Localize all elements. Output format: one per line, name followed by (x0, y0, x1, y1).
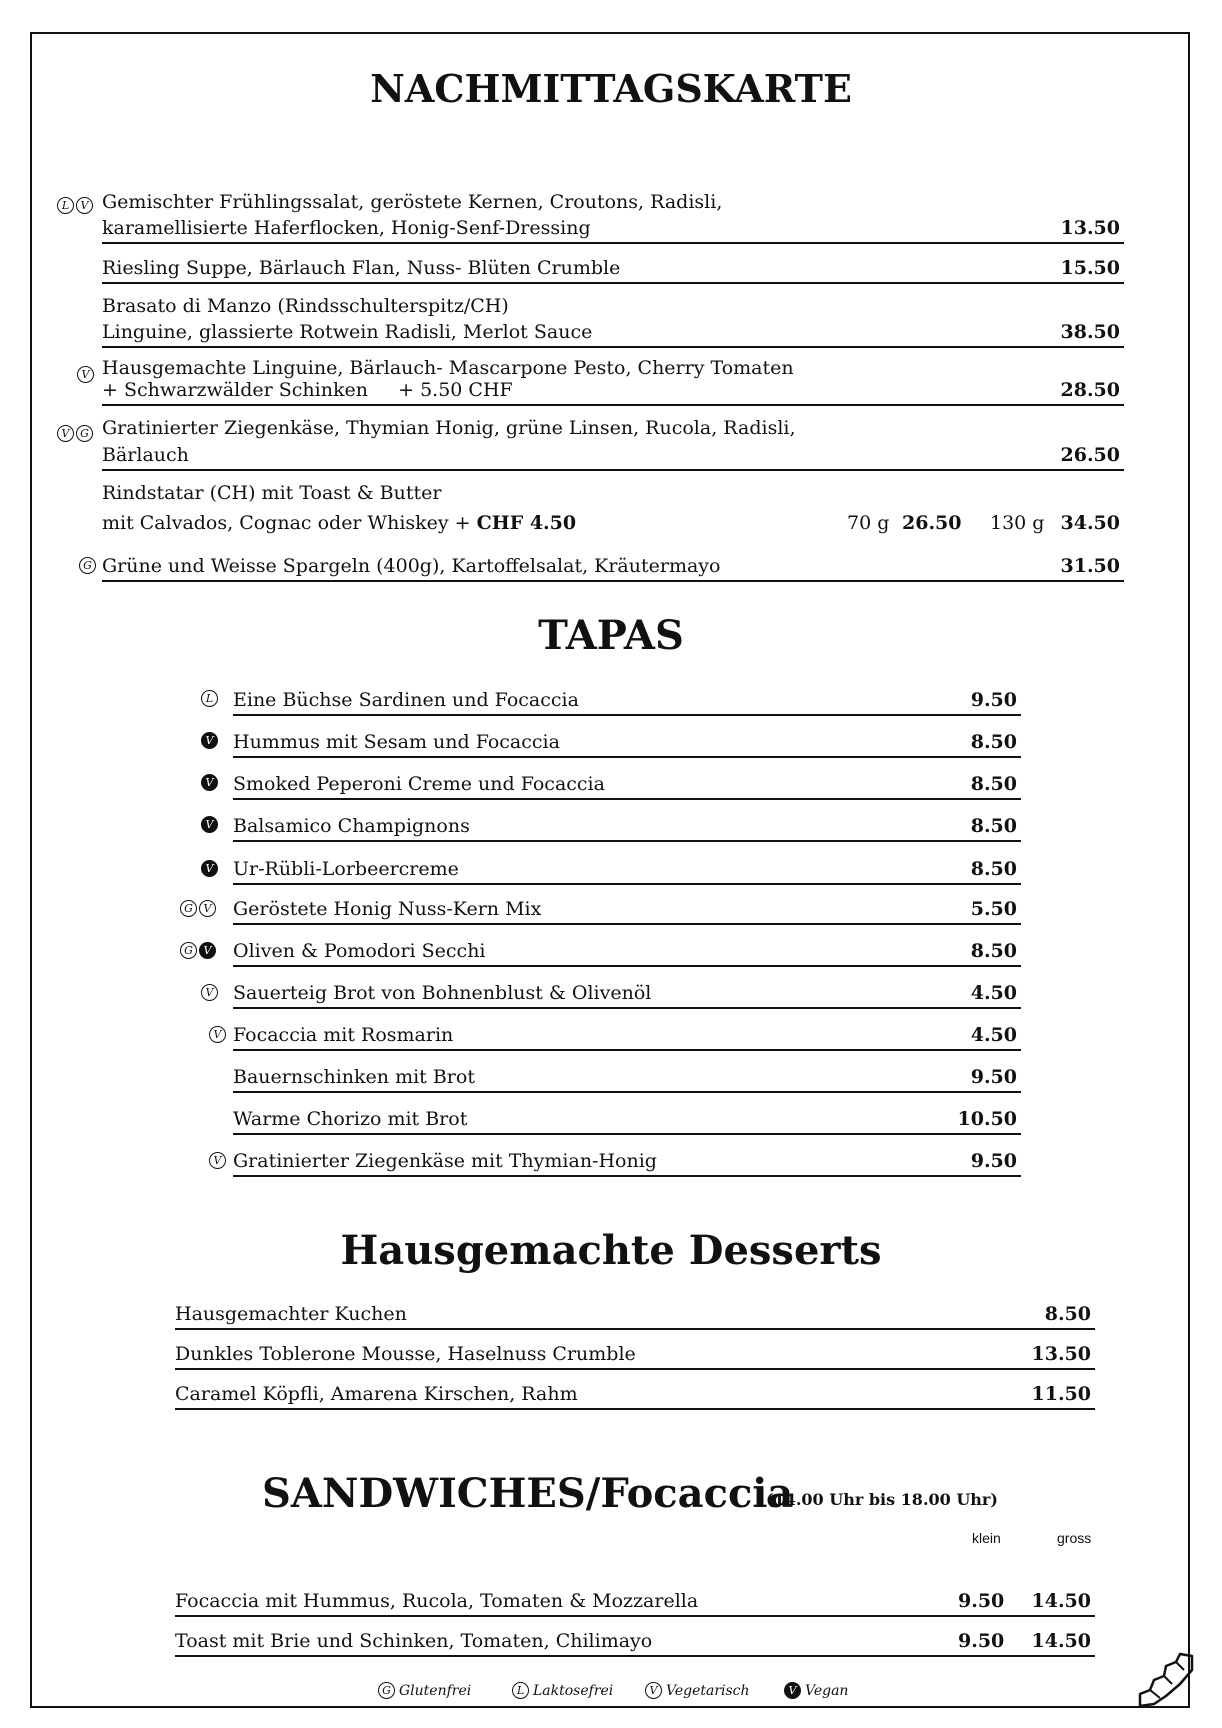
item-price: 4.50 (970, 982, 1017, 1004)
item-price: 28.50 (1060, 379, 1120, 401)
gluten-free-icon: G (180, 900, 197, 917)
item-label: Smoked Peperoni Creme und Focaccia (233, 773, 605, 795)
gluten-free-icon: G (378, 1682, 395, 1699)
tapas-item (233, 979, 1021, 1009)
item-label: Focaccia mit Hummus, Rucola, Tomaten & Mozzarella (175, 1590, 699, 1612)
dessert-item (175, 1300, 1095, 1330)
price-large: 14.50 (1031, 1590, 1091, 1612)
item-label: Hausgemachter Kuchen (175, 1303, 407, 1325)
item-line-1: Brasato di Manzo (Rindsschulterspitz/CH) (102, 295, 509, 317)
item-price: 8.50 (970, 940, 1017, 962)
diet-badges (201, 816, 218, 833)
sandwiches-title: SANDWICHES/Focaccia (262, 1470, 794, 1517)
diet-badges (57, 425, 93, 442)
tapas-item (233, 895, 1021, 925)
item-price: 8.50 (970, 858, 1017, 880)
diet-badges (79, 557, 96, 574)
item-label: Caramel Köpfli, Amarena Kirschen, Rahm (175, 1383, 578, 1405)
desserts-title: Hausgemachte Desserts (340, 1227, 882, 1274)
legend-label: Vegan (805, 1682, 849, 1699)
item-price: 13.50 (1060, 217, 1120, 239)
vegan-icon: V (201, 774, 218, 791)
item-price: 10.50 (957, 1108, 1017, 1130)
item-label: Bauernschinken mit Brot (233, 1066, 475, 1088)
legend-label: Laktosefrei (533, 1682, 614, 1699)
item-price: 9.50 (970, 1066, 1017, 1088)
item-price: 15.50 (1060, 257, 1120, 279)
item-line-2: karamellisierte Haferflocken, Honig-Senf-Dressing (102, 217, 591, 239)
menu-item (102, 416, 1124, 471)
vegan-icon: V (201, 732, 218, 749)
item-label: Sauerteig Brot von Bohnenblust & Olivenöl (233, 982, 652, 1004)
diet-badges (77, 366, 94, 383)
lactose-free-icon: L (512, 1682, 529, 1699)
diet-badges (201, 690, 218, 707)
tapas-item (233, 855, 1021, 885)
vegetarian-icon: V (199, 900, 216, 917)
item-line-1: Hausgemachte Linguine, Bärlauch- Mascarpone Pesto, Cherry Tomaten (102, 357, 794, 379)
tapas-item (233, 686, 1021, 716)
sandwich-item (175, 1587, 1095, 1617)
item-line-1: Gemischter Frühlingssalat, geröstete Kernen, Croutons, Radisli, (102, 191, 723, 213)
lactose-free-icon: L (201, 690, 218, 707)
item-price: 8.50 (970, 773, 1017, 795)
dessert-item (175, 1380, 1095, 1410)
tapas-item (233, 937, 1021, 967)
vegan-icon: V (784, 1682, 801, 1699)
item-price: 31.50 (1060, 555, 1120, 577)
item-price: 38.50 (1060, 321, 1120, 343)
vegan-icon: V (201, 860, 218, 877)
portion-large-price: 34.50 (1060, 512, 1120, 534)
item-label: Hummus mit Sesam und Focaccia (233, 731, 560, 753)
vegetarian-icon: V (77, 366, 94, 383)
legend-lactose (512, 1682, 613, 1699)
menu-item (102, 254, 1124, 284)
tapas-item (233, 770, 1021, 800)
tapas-item (233, 1063, 1021, 1093)
portion-large-size: 130 g (990, 512, 1045, 534)
tapas-item (233, 1021, 1021, 1051)
portion-small-price: 26.50 (902, 512, 962, 534)
item-label: Toast mit Brie und Schinken, Tomaten, Chilimayo (175, 1630, 653, 1652)
tapas-item (233, 1147, 1021, 1177)
price-small: 9.50 (958, 1630, 1005, 1652)
price-small: 9.50 (958, 1590, 1005, 1612)
item-line-2: + Schwarzwälder Schinken + 5.50 CHF (102, 379, 513, 401)
item-price: 26.50 (1060, 444, 1120, 466)
diet-badges (209, 1026, 226, 1043)
gluten-free-icon: G (79, 557, 96, 574)
diet-badges (180, 900, 216, 917)
item-price: 11.50 (1031, 1383, 1091, 1405)
diet-badges (201, 774, 218, 791)
vegan-icon: V (201, 816, 218, 833)
item-line-1: Grüne und Weisse Spargeln (400g), Kartoffelsalat, Kräutermayo (102, 555, 721, 577)
menu-item (102, 356, 1124, 406)
item-line-1: Riesling Suppe, Bärlauch Flan, Nuss- Blüten Crumble (102, 257, 621, 279)
item-label: Eine Büchse Sardinen und Focaccia (233, 689, 579, 711)
price-large: 14.50 (1031, 1630, 1091, 1652)
item-line-1: Gratinierter Ziegenkäse, Thymian Honig, grüne Linsen, Rucola, Radisli, (102, 417, 796, 439)
item-price: 8.50 (970, 731, 1017, 753)
vegetarian-icon: V (76, 197, 93, 214)
item-price: 4.50 (970, 1024, 1017, 1046)
item-line-2: Bärlauch (102, 444, 189, 466)
vegetarian-icon: V (645, 1682, 662, 1699)
legend-vegetarian (645, 1682, 750, 1699)
tapas-title: TAPAS (538, 612, 684, 659)
menu-item (102, 481, 1124, 537)
item-price: 8.50 (1044, 1303, 1091, 1325)
item-label: Oliven & Pomodori Secchi (233, 940, 486, 962)
item-label: Geröstete Honig Nuss-Kern Mix (233, 898, 542, 920)
restaurant-logo-icon (1136, 1650, 1196, 1710)
portion-small-size: 70 g (847, 512, 890, 534)
item-label: Warme Chorizo mit Brot (233, 1108, 468, 1130)
item-price: 8.50 (970, 815, 1017, 837)
item-price: 13.50 (1031, 1343, 1091, 1365)
diet-badges (57, 197, 93, 214)
diet-badges (201, 984, 218, 1001)
dessert-item (175, 1340, 1095, 1370)
diet-badges (209, 1152, 226, 1169)
sandwich-item (175, 1627, 1095, 1657)
col-head-large: gross (1057, 1530, 1092, 1546)
lactose-free-icon: L (57, 197, 74, 214)
item-price: 9.50 (970, 1150, 1017, 1172)
item-line-1: Rindstatar (CH) mit Toast & Butter (102, 482, 442, 504)
item-line-2: mit Calvados, Cognac oder Whiskey + CHF 4.50 (102, 512, 577, 534)
legend-label: Glutenfrei (399, 1682, 472, 1699)
gluten-free-icon: G (180, 942, 197, 959)
page-title: NACHMITTAGSKARTE (370, 66, 852, 111)
vegetarian-icon: V (57, 425, 74, 442)
menu-item (102, 190, 1124, 244)
diet-badges (201, 732, 218, 749)
item-line-2: Linguine, glassierte Rotwein Radisli, Merlot Sauce (102, 321, 593, 343)
menu-item (102, 294, 1124, 348)
item-price: 9.50 (970, 689, 1017, 711)
legend-gluten (378, 1682, 471, 1699)
sandwiches-hours: (14.00 Uhr bis 18.00 Uhr) (766, 1490, 998, 1509)
legend-vegan (784, 1682, 848, 1699)
diet-badges (180, 942, 216, 959)
diet-badges (201, 860, 218, 877)
col-head-small: klein (972, 1530, 1001, 1546)
vegetarian-icon: V (201, 984, 218, 1001)
tapas-item (233, 1105, 1021, 1135)
vegetarian-icon: V (209, 1152, 226, 1169)
item-label: Gratinierter Ziegenkäse mit Thymian-Honig (233, 1150, 657, 1172)
vegan-icon: V (199, 942, 216, 959)
item-price: 5.50 (970, 898, 1017, 920)
menu-item (102, 550, 1124, 582)
vegetarian-icon: V (209, 1026, 226, 1043)
item-label: Balsamico Champignons (233, 815, 470, 837)
tapas-item (233, 728, 1021, 758)
item-label: Focaccia mit Rosmarin (233, 1024, 454, 1046)
gluten-free-icon: G (76, 425, 93, 442)
item-label: Ur-Rübli-Lorbeercreme (233, 858, 459, 880)
item-label: Dunkles Toblerone Mousse, Haselnuss Crumble (175, 1343, 636, 1365)
legend-label: Vegetarisch (666, 1682, 750, 1699)
tapas-item (233, 812, 1021, 842)
